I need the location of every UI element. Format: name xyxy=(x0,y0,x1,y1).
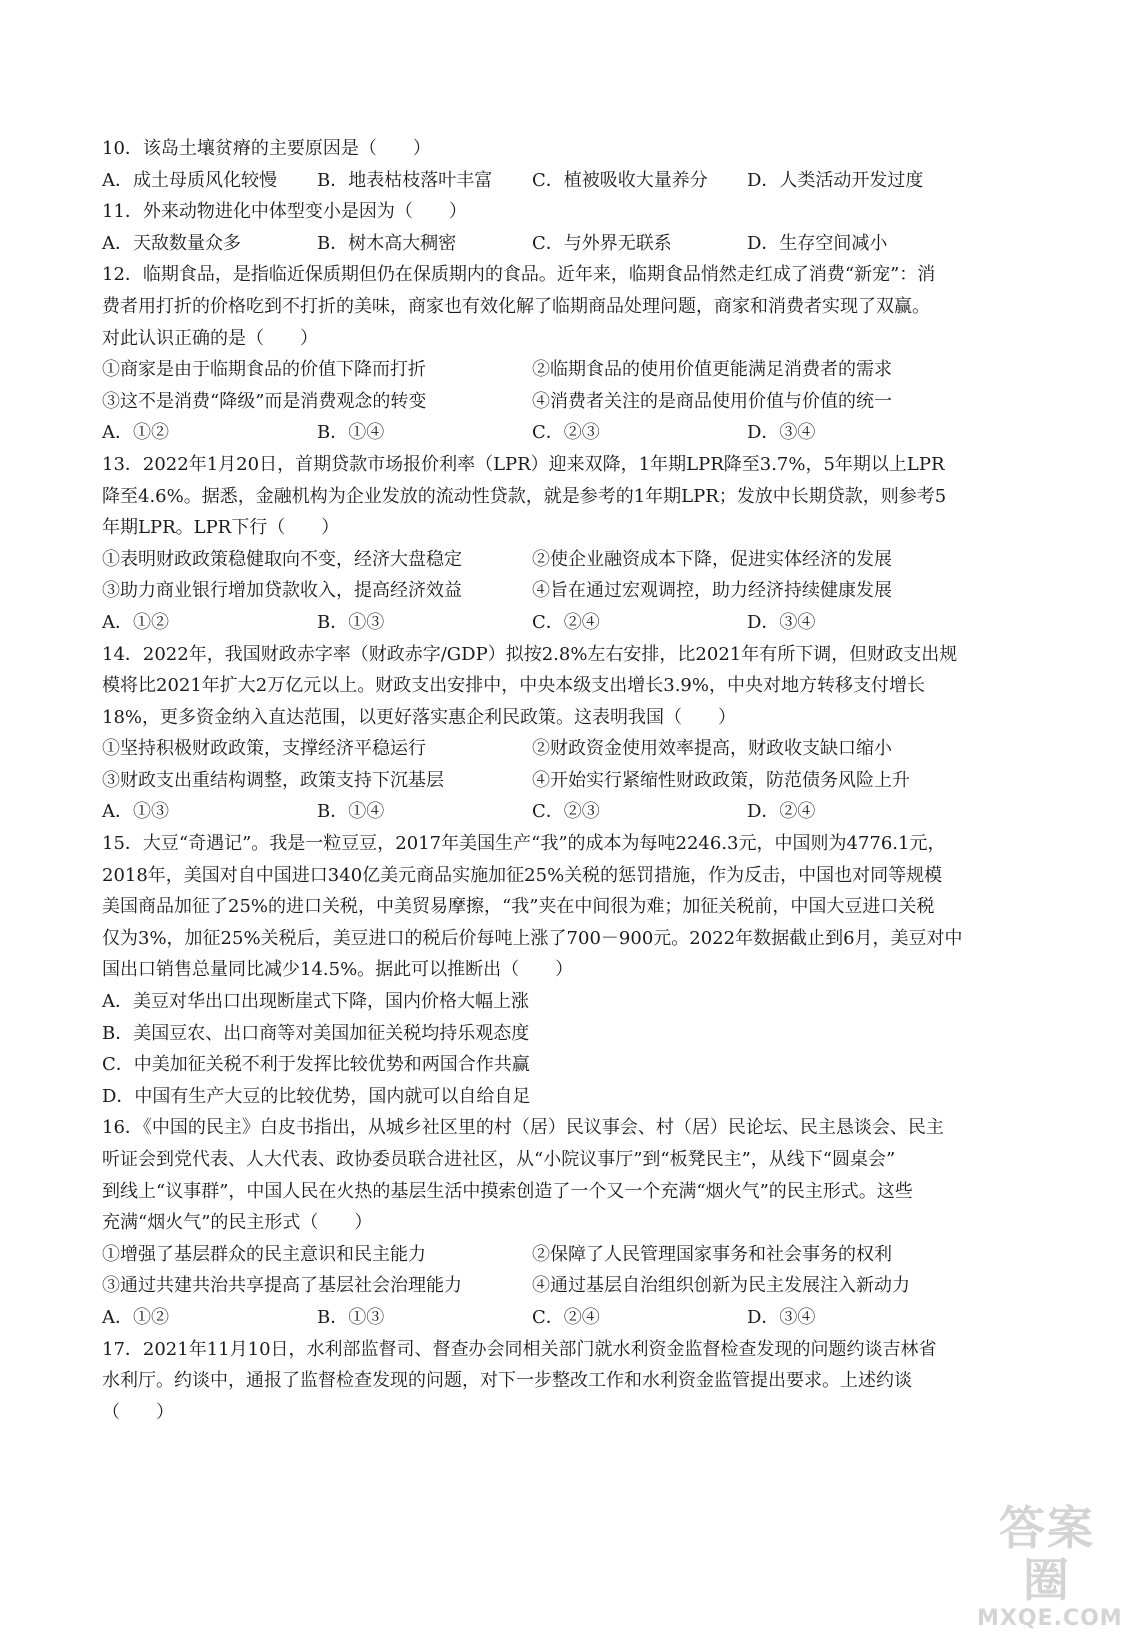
question-stem-line: （ ） xyxy=(102,1401,174,1423)
option-c: C．与外界无联系 xyxy=(532,232,672,254)
answer-options xyxy=(102,796,1022,828)
option-c: C．②③ xyxy=(532,801,600,823)
option-a: A．美豆对华出口出现断崖式下降，国内价格大幅上涨 xyxy=(102,991,529,1013)
option-a: A．天敌数量众多 xyxy=(102,232,241,254)
question-15 xyxy=(102,828,1022,1112)
option-c: C．②④ xyxy=(532,611,600,633)
option-a: A．①② xyxy=(102,422,169,444)
question-stem-line: 国出口销售总量同比减少14.5%。据此可以推断出（ ） xyxy=(102,959,574,981)
statement-4: ④消费者关注的是商品使用价值与价值的统一 xyxy=(532,390,892,412)
statement-1: ①坚持积极财政政策，支撑经济平稳运行 xyxy=(102,738,426,760)
option-d: D．②④ xyxy=(747,801,816,823)
option-d: D．中国有生产大豆的比较优势，国内就可以自给自足 xyxy=(102,1085,531,1107)
question-13 xyxy=(102,449,1022,639)
question-stem-line: 听证会到党代表、人大代表、政协委员联合进社区，从“小院议事厅”到“板凳民主”，从线下“圆桌会” xyxy=(102,1149,896,1170)
statement-4: ④通过基层自治组织创新为民主发展注入新动力 xyxy=(532,1275,910,1297)
answer-options xyxy=(102,1302,1022,1334)
statement-2: ②财政资金使用效率提高，财政收支缺口缩小 xyxy=(532,738,892,760)
option-a: A．①② xyxy=(102,1306,169,1328)
question-stem-line: 16．《中国的民主》白皮书指出，从城乡社区里的村（居）民议事会、村（居）民论坛、民主恳谈会、民主 xyxy=(102,1117,944,1139)
question-stem-line: 年期LPR。LPR下行（ ） xyxy=(102,517,340,539)
option-c: C．②③ xyxy=(532,422,600,444)
question-stem-line: 仅为3%，加征25%关税后，美豆进口的税后价每吨上涨了700－900元。2022年数据截止到6月，美豆对中 xyxy=(102,927,963,949)
question-stem-line: 13．2022年1月20日，首期贷款市场报价利率（LPR）迎来双降，1年期LPR降至3.7%，5年期以上LPR xyxy=(102,453,945,475)
statement-4: ④开始实行紧缩性财政政策，防范债务风险上升 xyxy=(532,769,910,791)
statement-row xyxy=(102,765,1022,797)
statement-row xyxy=(102,386,1022,418)
option-b: B．树木高大稠密 xyxy=(317,232,457,254)
statement-2: ②临期食品的使用价值更能满足消费者的需求 xyxy=(532,359,892,381)
statement-row xyxy=(102,544,1022,576)
statement-row xyxy=(102,354,1022,386)
exam-page xyxy=(102,133,1022,1428)
question-stem-line: 11．外来动物进化中体型变小是因为（ ） xyxy=(102,201,467,223)
watermark-url: MXQE.COM xyxy=(977,1606,1123,1631)
statement-3: ③通过共建共治共享提高了基层社会治理能力 xyxy=(102,1275,462,1297)
statement-4: ④旨在通过宏观调控，助力经济持续健康发展 xyxy=(532,580,892,602)
option-b: B．①③ xyxy=(317,611,385,633)
question-12 xyxy=(102,259,1022,449)
question-11 xyxy=(102,196,1022,259)
question-stem-line: 充满“烟火气”的民主形式（ ） xyxy=(102,1212,373,1234)
option-c: C．植被吸收大量养分 xyxy=(532,169,708,191)
statement-1: ①增强了基层群众的民主意识和民主能力 xyxy=(102,1243,426,1265)
statement-row xyxy=(102,1270,1022,1302)
option-d: D．生存空间减小 xyxy=(747,232,888,254)
question-stem-line: 到线上“议事群”，中国人民在火热的基层生活中摸索创造了一个又一个充满“烟火气”的民主形式。这些 xyxy=(102,1180,913,1202)
question-stem-line: 17．2021年11月10日，水利部监督司、督查办会同相关部门就水利资金监督检查发现的问题约谈吉林省 xyxy=(102,1338,937,1360)
statement-row xyxy=(102,733,1022,765)
question-17 xyxy=(102,1334,1022,1429)
question-stem-line: 15．大豆“奇遇记”。我是一粒豆豆，2017年美国生产“我”的成本为每吨2246.3元，中国则为4776.1元， xyxy=(102,833,946,855)
question-stem-line: 14．2022年，我国财政赤字率（财政赤字/GDP）拟按2.8%左右安排，比2021年有所下调，但财政支出规 xyxy=(102,643,958,665)
question-14 xyxy=(102,639,1022,829)
question-stem-line: 10．该岛土壤贫瘠的主要原因是（ ） xyxy=(102,138,431,159)
option-d: D．③④ xyxy=(747,611,816,633)
question-stem-line: 水利厅。约谈中，通报了监督检查发现的问题，对下一步整改工作和水利资金监管提出要求。上述约谈 xyxy=(102,1370,912,1392)
option-a: A．①③ xyxy=(102,801,169,823)
option-b: B．①④ xyxy=(317,422,385,444)
option-d: D．人类活动开发过度 xyxy=(747,169,924,191)
statement-2: ②使企业融资成本下降，促进实体经济的发展 xyxy=(532,548,892,570)
question-stem-line: 12．临期食品，是指临近保质期但仍在保质期内的食品。近年来，临期食品悄然走红成了消费“新宠”：消 xyxy=(102,264,936,286)
statement-row xyxy=(102,575,1022,607)
option-c: C．②④ xyxy=(532,1306,600,1328)
option-a: A．①② xyxy=(102,611,169,633)
question-16 xyxy=(102,1112,1022,1333)
question-stem-line: 18%，更多资金纳入直达范围，以更好落实惠企利民政策。这表明我国（ ） xyxy=(102,706,737,728)
option-a: A．成土母质风化较慢 xyxy=(102,169,277,191)
option-c: C．中美加征关税不利于发挥比较优势和两国合作共赢 xyxy=(102,1054,530,1076)
option-b: B．①③ xyxy=(317,1306,385,1328)
question-stem-line: 对此认识正确的是（ ） xyxy=(102,327,318,349)
option-b: B．①④ xyxy=(317,801,385,823)
statement-3: ③助力商业银行增加贷款收入，提高经济效益 xyxy=(102,580,462,602)
watermark-logo-text: 答案圈 xyxy=(999,1501,1095,1607)
question-stem-line: 模将比2021年扩大2万亿元以上。财政支出安排中，中央本级支出增长3.9%，中央对地方转移支付增长 xyxy=(102,675,925,697)
statement-3: ③这不是消费“降级”而是消费观念的转变 xyxy=(102,390,427,412)
answer-options xyxy=(102,417,1022,449)
question-stem-line: 美国商品加征了25%的进口关税，中美贸易摩擦，“我”夹在中间很为难；加征关税前，中国大豆进口关税 xyxy=(102,896,935,918)
answer-options xyxy=(102,165,1022,197)
question-stem-line: 降至4.6%。据悉，金融机构为企业发放的流动性贷款，就是参考的1年期LPR；发放中长期贷款，则参考5 xyxy=(102,485,947,507)
question-10 xyxy=(102,133,1022,196)
statement-1: ①商家是由于临期食品的价值下降而打折 xyxy=(102,359,426,381)
answer-options xyxy=(102,607,1022,639)
watermark-logo xyxy=(977,1501,1123,1631)
question-stem-line: 2018年，美国对自中国进口340亿美元商品实施加征25%关税的惩罚措施，作为反击，中国也对同等规模 xyxy=(102,864,943,886)
statement-1: ①表明财政政策稳健取向不变，经济大盘稳定 xyxy=(102,548,462,570)
question-stem-line: 费者用打折的价格吃到不打折的美味，商家也有效化解了临期商品处理问题，商家和消费者实现了双赢。 xyxy=(102,295,930,317)
statement-2: ②保障了人民管理国家事务和社会事务的权利 xyxy=(532,1243,892,1265)
option-d: D．③④ xyxy=(747,1306,816,1328)
option-d: D．③④ xyxy=(747,422,816,444)
option-b: B．美国豆农、出口商等对美国加征关税均持乐观态度 xyxy=(102,1022,530,1044)
statement-3: ③财政支出重结构调整，政策支持下沉基层 xyxy=(102,769,444,791)
statement-row xyxy=(102,1239,1022,1271)
answer-options xyxy=(102,228,1022,260)
option-b: B．地表枯枝落叶丰富 xyxy=(317,169,493,191)
